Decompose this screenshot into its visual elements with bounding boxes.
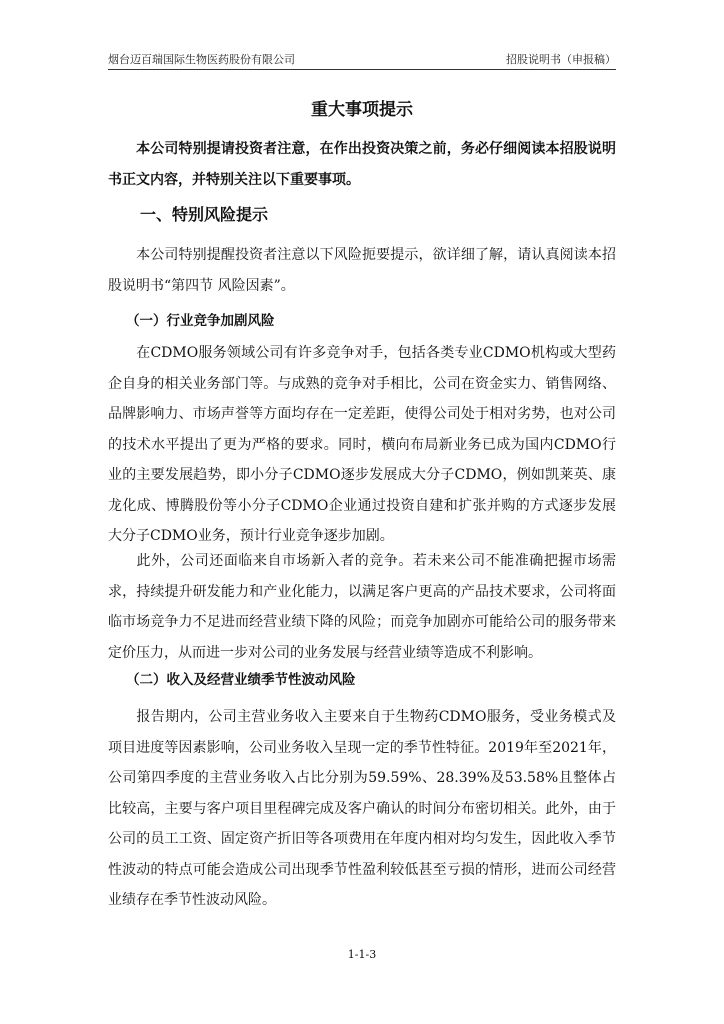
page-title: 重大事项提示 — [311, 100, 413, 120]
seasonality-paragraph — [108, 702, 616, 916]
competition-text-1: 在CDMO服务领域公司有许多竞争对手，包括各类专业CDMO机构或大型药企自身的相关业务部门等。与成熟的竞争对手相比，公司在资金实力、销售网络、品牌影响力、市场声誉等方面均存在一定差距，使得公司处于相对劣势，也对公司的技术水平提出了更为严格的要求。同时，横向布局新业务已成为国内CDMO行业的主要发展趋势，即小分子CDMO逐步发展成大分子CDMO，例如凯莱英、康龙化成、博腾股份等小分子CDMO企业通过投资自建和扩张并购的方式逐步发展大分子CDMO业务，预计行业竞争逐步加剧。 — [108, 345, 616, 544]
lead-text: 本公司特别提请投资者注意，在作出投资决策之前，务必仔细阅读本招股说明书正文内容，并特别关注以下重要事项。 — [108, 141, 616, 188]
header-company-name: 烟台迈百瑞国际生物医药股份有限公司 — [108, 53, 295, 66]
seasonality-text: 报告期内，公司主营业务收入主要来自于生物药CDMO服务，受业务模式及项目进度等因素影响，公司业务收入呈现一定的季节性特征。2019年至2021年，公司第四季度的主营业务收入占比分别为59.59%、28.39%及53.58%且整体占比较高，主要与客户项目里程碑完成及客户确认的时间分布密切相关。此外，由于公司的员工工资、固定资产折旧等各项费用在年度内相对均匀发生，因此收入季节性波动的特点可能会造成公司出现季节性盈利较低甚至亏损的情形，进而公司经营业绩存在季节性波动风险。 — [108, 709, 616, 908]
lead-paragraph — [108, 134, 616, 195]
header-divider — [108, 69, 616, 70]
competition-text-2: 此外，公司还面临来自市场新入者的竞争。若未来公司不能准确把握市场需求，持续提升研发能力和产业化能力，以满足客户更高的产品技术要求，公司将面临市场竞争力不足进而经营业绩下降的风险；而竞争加剧亦可能给公司的服务带来定价压力，从而进一步对公司的业务发展与经营业绩等造成不利影响。 — [108, 553, 616, 661]
competition-paragraph-2 — [108, 546, 616, 668]
subsection-heading-seasonality-risk: （二）收入及经营业绩季节性波动风险 — [126, 672, 356, 688]
page-number: 1-1-3 — [347, 948, 377, 961]
section-heading-special-risks: 一、特别风险提示 — [140, 205, 269, 224]
page-header — [108, 52, 616, 68]
section-intro-text: 本公司特别提醒投资者注意以下风险扼要提示，欲详细了解，请认真阅读本招股说明书“第四节 风险因素”。 — [108, 247, 616, 294]
subsection-heading-competition-risk: （一）行业竞争加剧风险 — [126, 313, 275, 329]
section-intro-paragraph — [108, 240, 616, 301]
competition-paragraph-1 — [108, 338, 616, 552]
header-document-name: 招股说明书（申报稿） — [506, 53, 616, 66]
